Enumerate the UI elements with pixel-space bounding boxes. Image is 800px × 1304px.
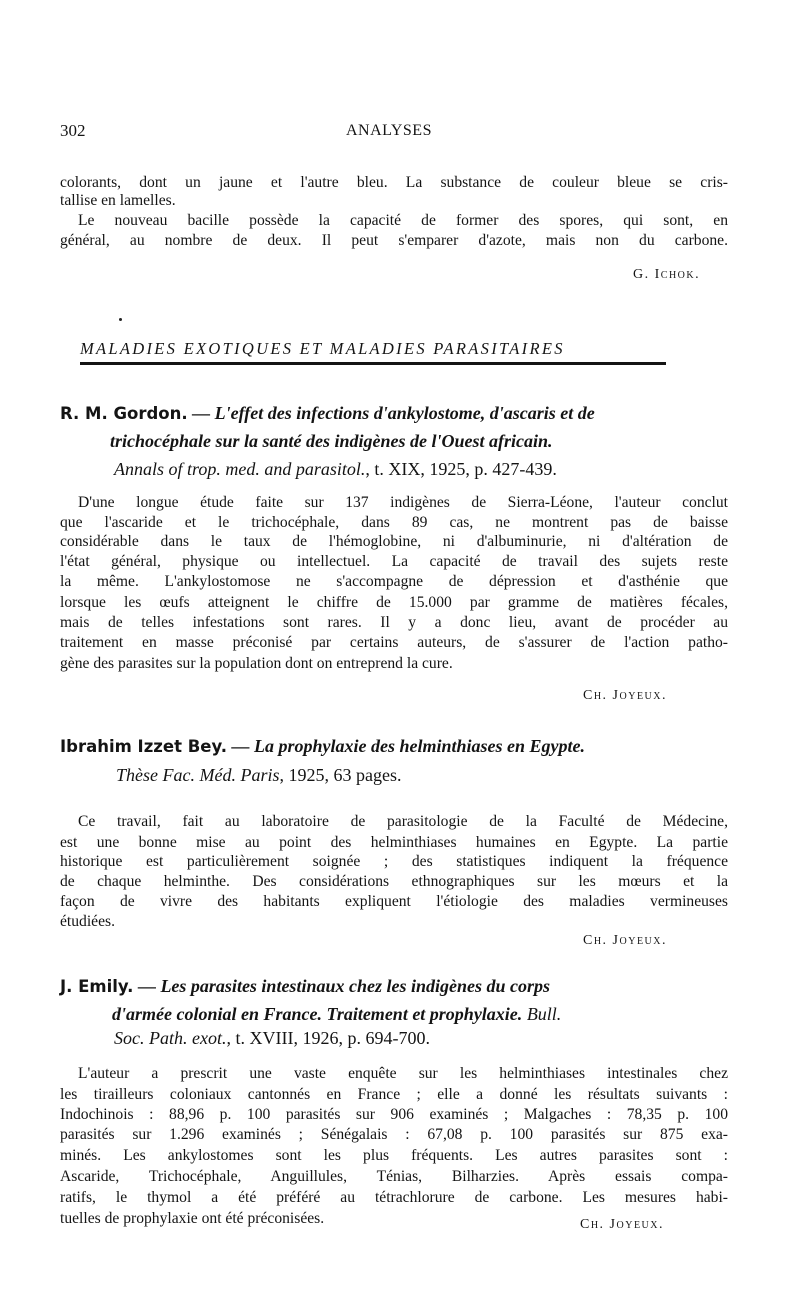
entry-heading <box>60 735 728 758</box>
entry-source <box>114 458 728 480</box>
entry-author: R. M. Gordon. <box>60 404 188 423</box>
section-rule <box>80 362 666 365</box>
entry-heading <box>60 402 728 425</box>
entry-body-line: façon de vivre des habitants expliquent l'étiologie des maladies vermineuses <box>60 893 728 910</box>
entry-source <box>116 764 728 786</box>
entry-body-line: Indochinois : 88,96 p. 100 parasités sur 906 examinés ; Malgaches : 78,35 p. 100 <box>60 1106 728 1123</box>
entry-source-details: , t. XVIII, 1926, p. 694-700. <box>226 1028 430 1048</box>
entry-title: — Les parasites intestinaux chez les indigènes du corps <box>133 976 550 996</box>
signature: Ch. Joyeux. <box>580 1217 665 1232</box>
entry-source-journal: Soc. Path. exot. <box>114 1028 227 1048</box>
entry-body-line: lorsque les œufs atteignent le chiffre de 15.000 par gramme de matières fécales, <box>60 594 728 611</box>
intro-line: général, au nombre de deux. Il peut s'emparer d'azote, mais non du carbone. <box>60 232 728 249</box>
entry-title: trichocéphale sur la santé des indigènes de l'Ouest africain. <box>110 431 553 451</box>
entry-title: — L'effet des infections d'ankylostome, d'ascaris et de <box>187 403 595 423</box>
entry-body-line: considérable dans le taux de l'hémoglobine, ni d'albuminurie, ni d'altération de <box>60 533 728 550</box>
entry-source-details: , 1925, 63 pages. <box>279 765 402 785</box>
entry-body-line: traitement en masse préconisé par certains auteurs, de s'assurer de l'action patho- <box>60 634 728 651</box>
signature: G. Ichok. <box>633 267 701 282</box>
stray-mark <box>119 318 122 321</box>
signature: Ch. Joyeux. <box>583 688 668 703</box>
entry-body-line: Ce travail, fait au laboratoire de parasitologie de la Faculté de Médecine, <box>78 813 728 830</box>
section-title: MALADIES EXOTIQUES ET MALADIES PARASITAIRES <box>80 339 565 358</box>
page-number: 302 <box>60 121 86 140</box>
entry-title-tail: Bull. <box>526 1004 562 1024</box>
entry-body-line: la même. L'ankylostomose ne s'accompagne de dépression et d'asthénie que <box>60 573 728 590</box>
entry-body-line: est une bonne mise au point des helminthiases humaines en Egypte. La partie <box>60 834 728 851</box>
entry-body-line: ratifs, le thymol a été préféré au tétrachlorure de carbone. Les mesures habi- <box>60 1189 728 1206</box>
entry-source-details: , t. XIX, 1925, p. 427-439. <box>365 459 557 479</box>
entry-author: Ibrahim Izzet Bey. <box>60 737 228 756</box>
entry-body-line: les tirailleurs coloniaux cantonnés en France ; elle a donné les résultats suivants : <box>60 1086 728 1103</box>
entry-body-line: de chaque helminthe. Des considérations ethnographiques sur les mœurs et la <box>60 873 728 890</box>
entry-body-line: minés. Les ankylostomes sont les plus fréquents. Les autres parasites sont : <box>60 1147 728 1164</box>
signature: Ch. Joyeux. <box>583 933 668 948</box>
entry-body-line: L'auteur a prescrit une vaste enquête sur les helminthiases intestinales chez <box>78 1065 728 1082</box>
entry-source <box>114 1027 728 1049</box>
entry-title: — La prophylaxie des helminthiases en Egypte. <box>227 736 586 756</box>
entry-body-line: gène des parasites sur la population dont on entreprend la cure. <box>60 655 453 672</box>
entry-body-line: historique est particulièrement soignée ; des statistiques indiquent la fréquence <box>60 853 728 870</box>
entry-heading <box>60 975 728 998</box>
entry-source-journal: Annals of trop. med. and parasitol. <box>114 459 366 479</box>
entry-body-line: Ascaride, Trichocéphale, Anguillules, Ténias, Bilharzies. Après essais compa- <box>60 1168 728 1185</box>
entry-source-journal: Thèse Fac. Méd. Paris <box>116 765 280 785</box>
entry-body-line: mais de telles infestations sont rares. Il y a donc lieu, avant de procéder au <box>60 614 728 631</box>
entry-author: J. Emily. <box>60 977 134 996</box>
entry-body-line: étudiées. <box>60 913 115 930</box>
entry-title-cont <box>110 430 728 452</box>
entry-title-cont <box>112 1003 728 1025</box>
entry-body-line: D'une longue étude faite sur 137 indigènes de Sierra-Léone, l'auteur conclut <box>78 494 728 511</box>
running-title: ANALYSES <box>346 122 432 139</box>
intro-line: tallise en lamelles. <box>60 192 176 209</box>
entry-body-line: parasités sur 1.296 examinés ; Sénégalais : 67,08 p. 100 parasités sur 875 exa- <box>60 1126 728 1143</box>
intro-line: colorants, dont un jaune et l'autre bleu. La substance de couleur bleue se cris- <box>60 174 728 191</box>
entry-body-line: que l'ascaride et le trichocéphale, dans 89 cas, ne montrent pas de baisse <box>60 514 728 531</box>
intro-line: Le nouveau bacille possède la capacité de former des spores, qui sont, en <box>78 212 728 229</box>
entry-body-line: l'état général, physique ou intellectuel. La capacité de travail des sujets reste <box>60 553 728 570</box>
entry-title: d'armée colonial en France. Traitement et prophylaxie. <box>112 1004 523 1024</box>
entry-body-line: tuelles de prophylaxie ont été préconisées. <box>60 1210 325 1227</box>
